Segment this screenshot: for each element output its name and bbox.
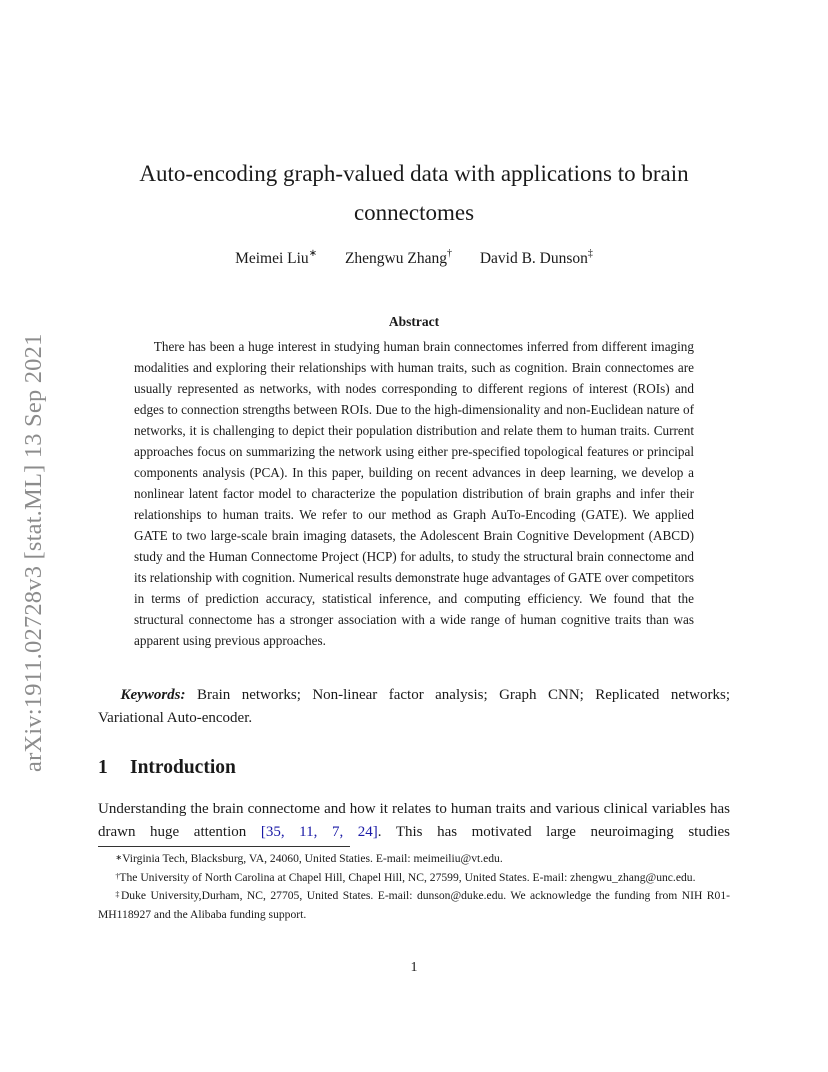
author-2 — [345, 250, 452, 268]
introduction-paragraph — [98, 798, 730, 844]
citation-separator: , — [313, 824, 332, 840]
citation-link-7[interactable]: 7 — [331, 824, 340, 840]
footnote-2 — [98, 869, 730, 888]
citation-separator: , — [339, 824, 358, 840]
section-title: Introduction — [130, 757, 236, 778]
abstract-body: There has been a huge interest in studying human brain connectomes inferred from different imaging modalities and exploring their relationships with human traits, such as cognition. Brain connectomes are usually represented as networks, with nodes corresponding to different regions of interest (ROIs) and edges to connection strengths between ROIs. Due to the high-dimensionality and non-Euclidean nature of networks, it is challenging to depict their population distribution and relate them to human traits. Current approaches focus on summarizing the network using either pre-specified topological features or principal components analysis (PCA). In this paper, building on recent advances in deep learning, we develop a nonlinear latent factor model to characterize the population distribution of brain graphs and infer their relationships to human traits. We refer to our method as Graph AuTo-Encoding (GATE). We applied GATE to two large-scale brain imaging datasets, the Adolescent Brain Cognitive Development (ABCD) study and the Human Connectome Project (HCP) for adults, to study the structural brain connectome and its relationship with cognition. Numerical results demonstrate huge advantages of GATE over competitors in terms of prediction accuracy, statistical inference, and computing efficiency. We found that the structural connectome has a stronger association with a wide range of human cognitive traits than was apparent using previous approaches. — [134, 339, 694, 648]
keywords-text: Brain networks; Non-linear factor analysis; Graph CNN; Replicated networks; Variational Auto-encoder. — [98, 687, 731, 726]
abstract-heading: Abstract — [388, 314, 440, 329]
citation-bracket-open: [ — [260, 824, 266, 840]
section-number: 1 — [98, 757, 108, 778]
intro-text-after: . This has motivated large neuroimaging studies — [377, 824, 731, 840]
footnote-3-mark: ‡ — [115, 890, 121, 899]
footnote-2-text: The University of North Carolina at Chapel Hill, Chapel Hill, NC, 27599, United States. E-mail: zhengwu_zhang@unc.edu. — [119, 870, 696, 884]
arxiv-identifier-stamp: arXiv:1911.02728v3 [stat.ML] 13 Sep 2021 — [20, 333, 47, 772]
intro-text-before: Understanding the brain connectome and how it relates to human traits and various clinical variables has drawn huge attention — [98, 801, 730, 840]
author-3-name: David B. Dunson — [479, 250, 588, 267]
footnotes — [98, 850, 730, 924]
footnote-3 — [98, 887, 730, 924]
author-2-name: Zhengwu Zhang — [344, 250, 447, 267]
citation-separator: , — [280, 824, 300, 840]
footnote-1-text: Virginia Tech, Blacksburg, VA, 24060, United Staties. E-mail: meimeiliu@vt.edu. — [122, 852, 503, 865]
citation-link-35[interactable]: 35 — [265, 824, 281, 840]
citation-bracket-close: ] — [372, 824, 378, 840]
footnote-1 — [98, 850, 730, 869]
author-1-name: Meimei Liu — [235, 250, 309, 267]
footnote-2-mark: † — [115, 871, 120, 881]
page-number: 1 — [410, 960, 418, 975]
author-3 — [480, 250, 593, 268]
section-heading-introduction — [98, 757, 236, 779]
footnote-divider — [98, 846, 350, 847]
author-2-footnote-mark[interactable]: † — [446, 248, 452, 259]
paper-title: Auto-encoding graph-valued data with applications to brain connectomes — [139, 161, 689, 225]
footnote-3-text: Duke University,Durham, NC, 27705, United States. E-mail: dunson@duke.edu. We acknowledge the funding from NIH R01-MH118927 and the Alibaba funding support. — [98, 889, 730, 921]
author-list — [100, 250, 728, 268]
keywords-paragraph — [98, 684, 730, 729]
footnote-1-mark: ∗ — [115, 853, 123, 862]
author-1 — [235, 250, 317, 268]
keywords-label: Keywords: — [120, 687, 186, 703]
citation-link-11[interactable]: 11 — [299, 824, 314, 840]
citation-link-24[interactable]: 24 — [357, 824, 373, 840]
author-3-footnote-mark[interactable]: ‡ — [587, 248, 593, 259]
author-1-footnote-mark[interactable]: ∗ — [308, 248, 318, 259]
